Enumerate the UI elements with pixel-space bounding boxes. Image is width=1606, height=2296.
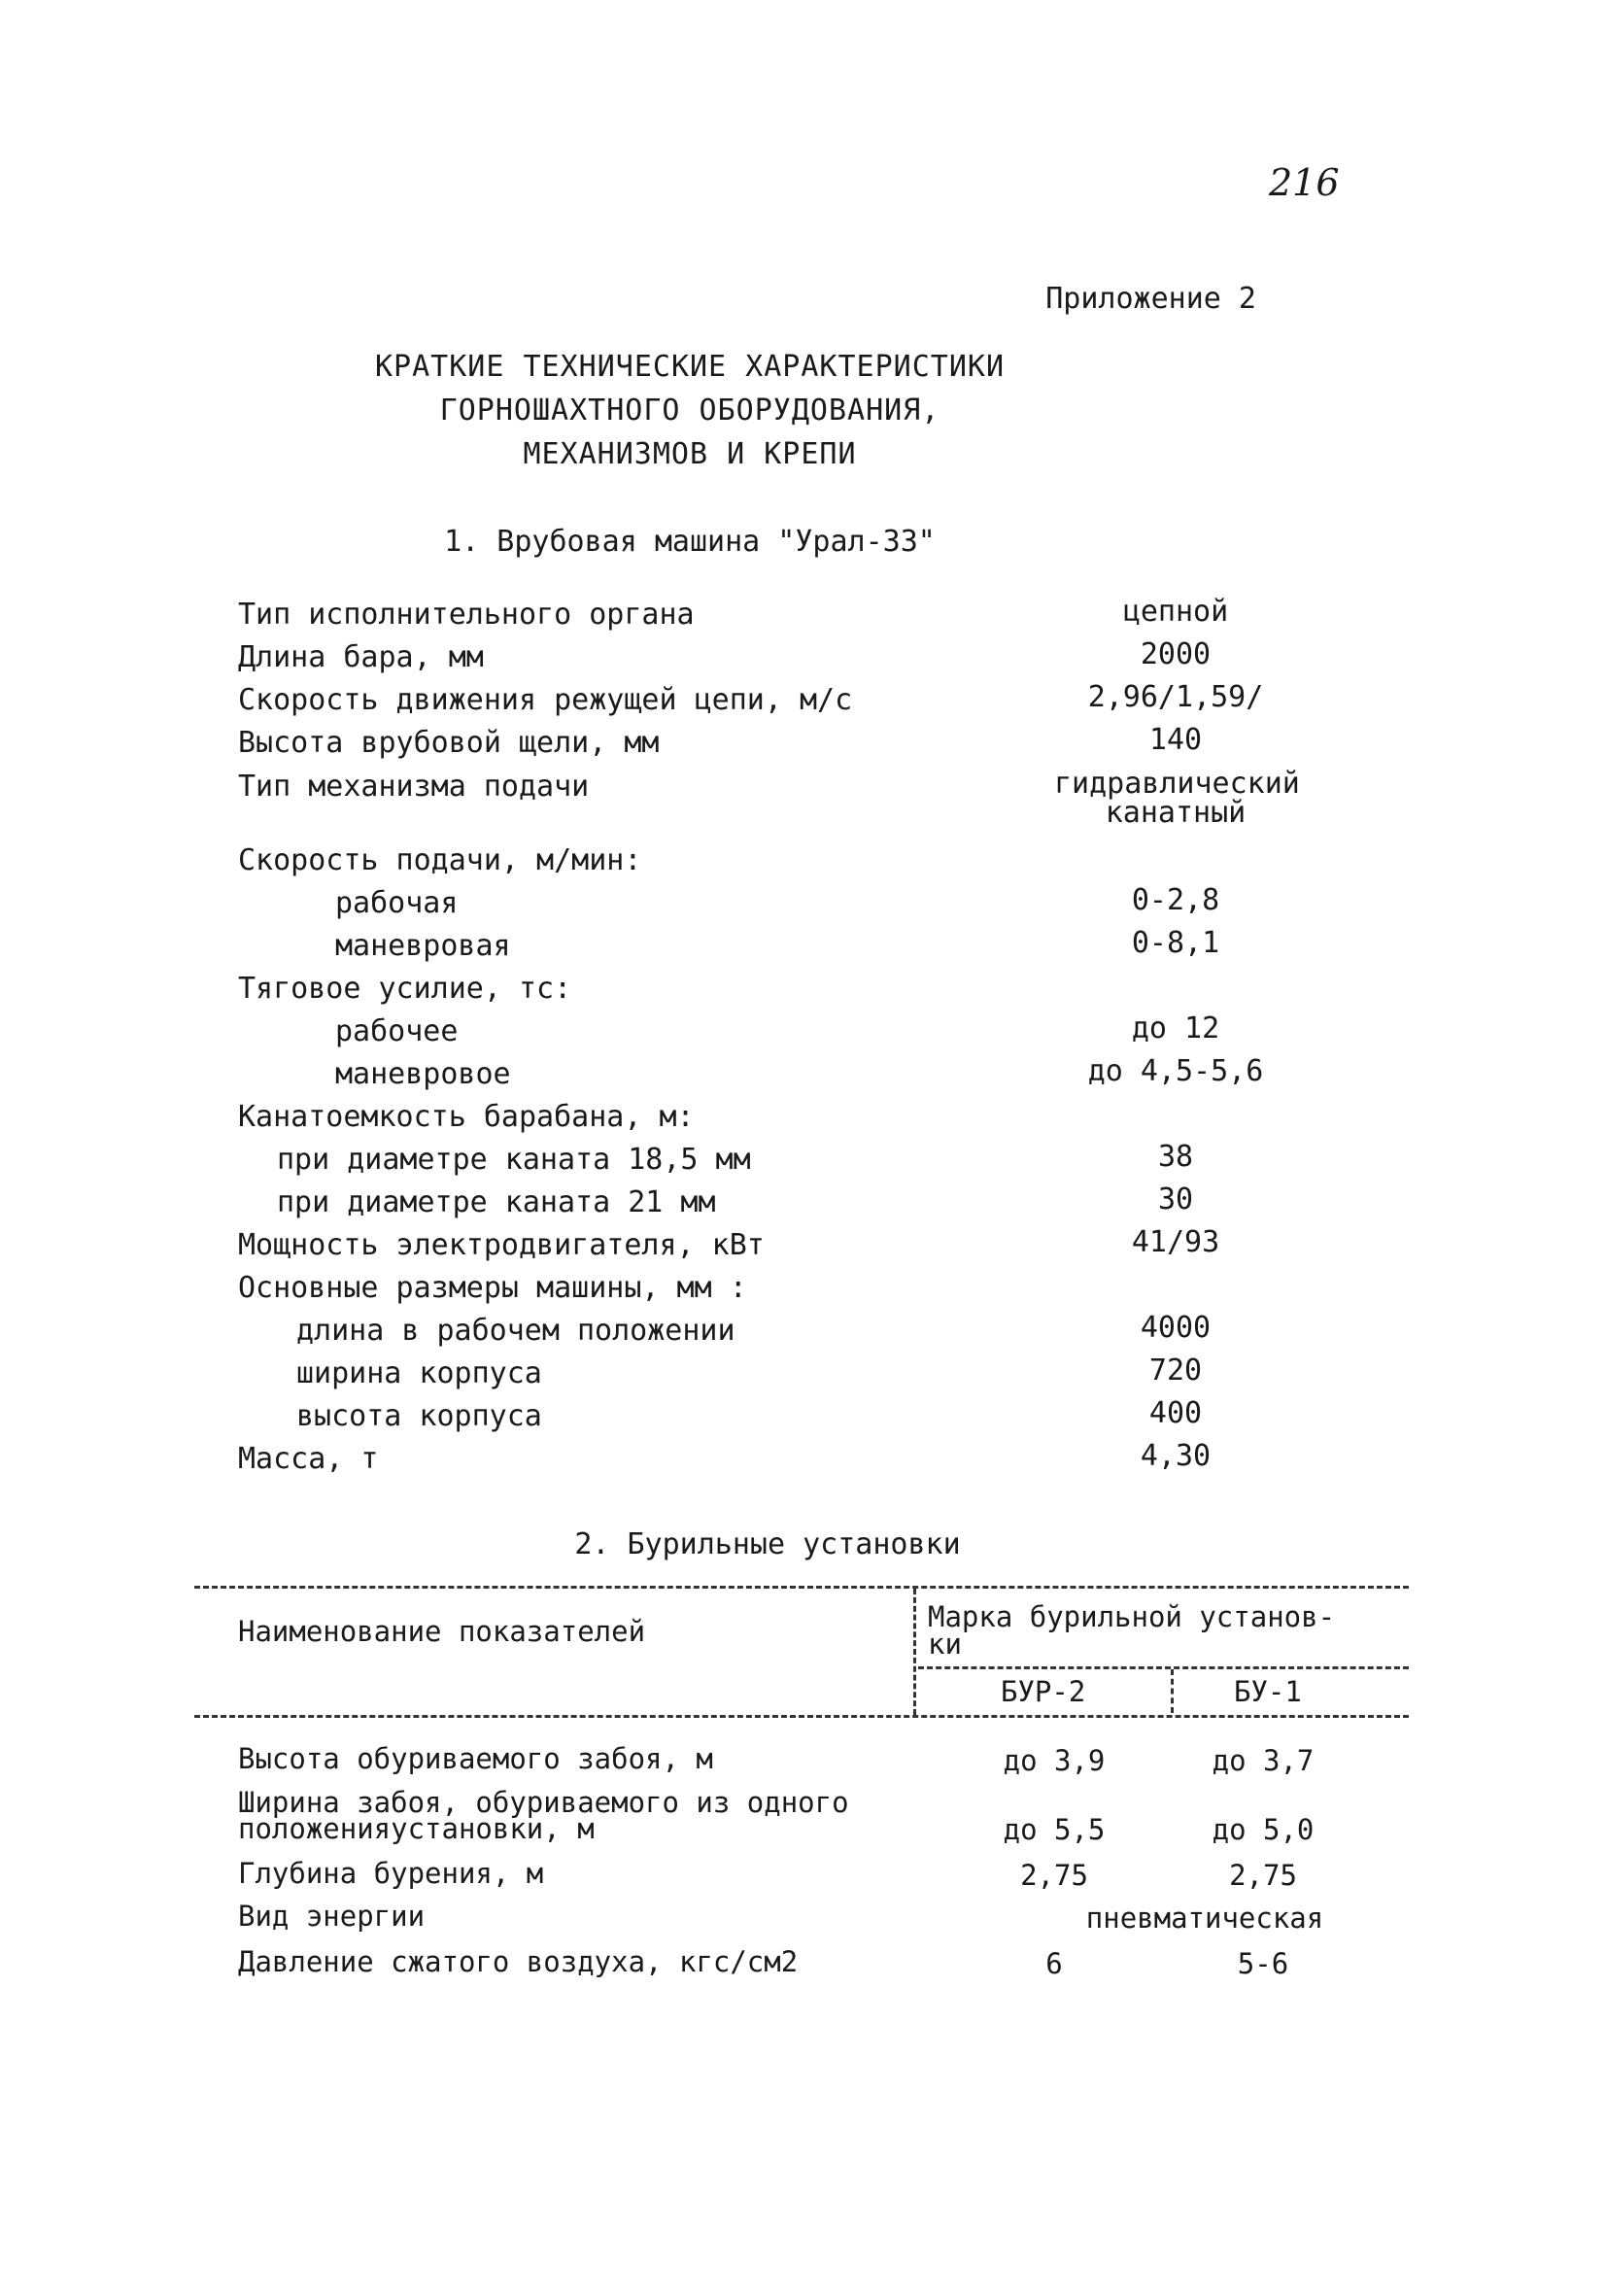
row-value-bu1: 2,75 xyxy=(1229,1859,1297,1892)
spec-label: Скорость подачи, м/мин: xyxy=(238,843,642,877)
spec-value: 30 xyxy=(1157,1182,1194,1217)
spec-row xyxy=(0,1271,1606,1314)
row-value-bur2: до 5,5 xyxy=(1003,1813,1106,1846)
table-row xyxy=(0,1947,1606,1990)
row-label: Давление сжатого воздуха, кгс/см2 xyxy=(238,1945,799,1978)
spec-label: рабочая xyxy=(335,886,459,920)
table-row xyxy=(0,1902,1606,1944)
spec-row xyxy=(0,972,1606,1014)
header-col-bu1: БУ-1 xyxy=(1234,1675,1302,1708)
row-label: Высота обуриваемого забоя, м xyxy=(238,1742,713,1775)
spec-row xyxy=(0,680,1606,726)
spec-label: Тяговое усилие, тс: xyxy=(238,972,572,1006)
spec-value: 0-8,1 xyxy=(1131,926,1220,960)
spec-row xyxy=(0,723,1606,769)
spec-row xyxy=(0,637,1606,683)
spec-value: 0-2,8 xyxy=(1131,883,1220,917)
spec-label: Тип исполнительного органа xyxy=(238,598,695,632)
table-row xyxy=(0,1744,1606,1787)
page-number: 216 xyxy=(1269,161,1340,204)
appendix-label: Приложение 2 xyxy=(1045,282,1256,316)
spec-label: маневровое xyxy=(335,1057,511,1091)
section2-heading: 2. Бурильные установки xyxy=(574,1527,961,1561)
row-label: Вид энергии xyxy=(238,1900,426,1933)
spec-label: рабочее xyxy=(335,1014,459,1048)
spec-label: Масса, т xyxy=(238,1442,379,1476)
title-line-1: КРАТКИЕ ТЕХНИЧЕСКИЕ ХАРАКТЕРИСТИКИ xyxy=(374,350,1006,384)
spec-row xyxy=(0,1225,1606,1271)
spec-label: длина в рабочем положении xyxy=(296,1314,735,1348)
spec-label: Длина бара, мм xyxy=(238,640,484,674)
spec-label: при диаметре каната 21 мм xyxy=(277,1185,716,1219)
row-value-bur2: до 3,9 xyxy=(1003,1744,1106,1777)
spec-value: 2000 xyxy=(1140,637,1212,671)
spec-row xyxy=(0,926,1606,972)
header-indicators: Наименование показателей xyxy=(238,1615,646,1648)
spec-label: ширина корпуса xyxy=(296,1356,542,1390)
spec-label: Скорость движения режущей цепи, м/с xyxy=(238,683,853,717)
spec-value: 4000 xyxy=(1140,1311,1212,1345)
header-col-bur2: БУР-2 xyxy=(1001,1675,1086,1708)
section1-heading: 1. Врубовая машина "Урал-33" xyxy=(444,525,936,559)
spec-row xyxy=(0,1396,1606,1442)
header-bottom-rule xyxy=(194,1715,1409,1718)
spec-value: 4,30 xyxy=(1140,1439,1212,1473)
spec-value: гидравлический канатный xyxy=(1054,767,1300,830)
spec-row xyxy=(0,883,1606,929)
spec-row xyxy=(0,1311,1606,1356)
spec-row xyxy=(0,1182,1606,1228)
spec-label: при диаметре каната 18,5 мм xyxy=(277,1143,751,1177)
row-label: Глубина бурения, м xyxy=(238,1857,544,1890)
spec-label: высота корпуса xyxy=(296,1399,542,1433)
spec-label: Канатоемкость барабана, м: xyxy=(238,1100,695,1134)
spec-value: 140 xyxy=(1148,723,1203,757)
spec-value: 400 xyxy=(1148,1396,1203,1430)
spec-value: до 4,5-5,6 xyxy=(1087,1054,1264,1088)
row-value-bu1: до 5,0 xyxy=(1212,1813,1315,1846)
spec-value: до 12 xyxy=(1131,1011,1220,1045)
spec-label: Основные размеры машины, мм : xyxy=(238,1271,747,1305)
header-brand-group: Марка бурильной установ- ки xyxy=(928,1600,1336,1661)
table-row xyxy=(0,1786,1606,1858)
row-value-span: пневматическая xyxy=(1085,1902,1324,1935)
spec-row xyxy=(0,1054,1606,1100)
spec-row xyxy=(0,767,1606,838)
spec-value: 720 xyxy=(1148,1354,1203,1388)
header-sub-rule xyxy=(918,1666,1409,1669)
subcolumn-divider xyxy=(1171,1669,1174,1713)
table-row xyxy=(0,1859,1606,1902)
spec-label: Высота врубовой щели, мм xyxy=(238,726,660,760)
spec-value: 41/93 xyxy=(1131,1225,1220,1259)
row-value-bu1: до 3,7 xyxy=(1212,1744,1315,1777)
spec-row xyxy=(0,843,1606,886)
spec-row xyxy=(0,1356,1606,1399)
row-value-bu1: 5-6 xyxy=(1237,1947,1289,1980)
spec-row xyxy=(0,1100,1606,1143)
spec-value: 2,96/1,59/ xyxy=(1087,680,1264,714)
spec-value: цепной xyxy=(1122,595,1229,629)
spec-label: маневровая xyxy=(335,929,511,963)
column-divider xyxy=(913,1589,916,1715)
spec-value: 38 xyxy=(1157,1140,1194,1174)
title-line-2: ГОРНОШАХТНОГО ОБОРУДОВАНИЯ, xyxy=(439,394,940,428)
spec-row xyxy=(0,1011,1606,1057)
row-label: Ширина забоя, обуриваемого из одного положенияустановки, м xyxy=(238,1786,849,1845)
row-value-bur2: 2,75 xyxy=(1020,1859,1088,1892)
spec-label: Мощность электродвигателя, кВт xyxy=(238,1228,765,1262)
spec-row xyxy=(0,1140,1606,1185)
spec-row xyxy=(0,595,1606,640)
spec-label: Тип механизма подачи xyxy=(238,770,590,804)
row-value-bur2: 6 xyxy=(1045,1947,1063,1980)
table-top-rule xyxy=(194,1586,1409,1589)
spec-row xyxy=(0,1439,1606,1485)
title-line-3: МЕХАНИЗМОВ И КРЕПИ xyxy=(523,437,857,471)
